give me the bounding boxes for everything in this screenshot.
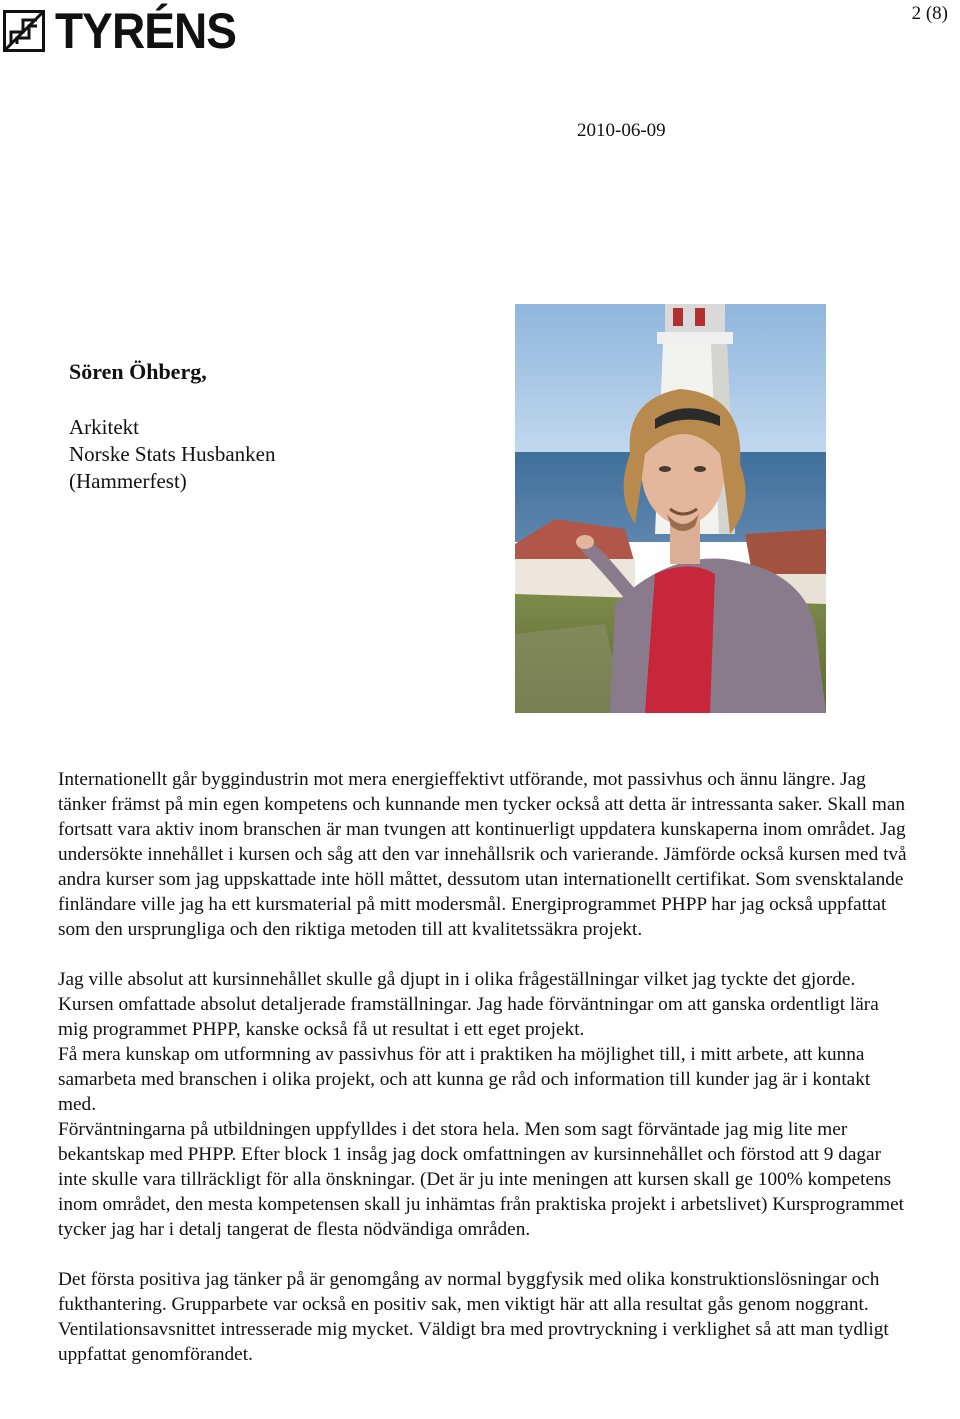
company-logo [3,3,252,59]
page-number: 2 (8) [911,3,948,24]
document-date: 2010-06-09 [577,120,666,141]
paragraph-fulfilment: Förväntningarna på utbildningen uppfylldes i det stora hela. Men som sagt förväntade jag mig lite mer bekantskap med PHPP. Efter block 1 insåg jag dock omfattningen av kursinnehållet och förstod att 9 dagar inte skulle vara tillräckligt för alla önskningar. (Det är ju inte meningen att kursen skall ge 100% kompetens inom området, den mesta kompetensen skall ju inhämtas från praktiska projekt i arbetslivet) Kursprogrammet tycker jag har i detalj tangerat de flesta nödvändiga områden. [58,1119,905,1240]
paragraph-positives: Det första positiva jag tänker på är genomgång av normal byggfysik med olika konstruktionslösningar och fukthantering. Grupparbete var också en positiv sak, men viktigt här att alla resultat gås genom noggrant. Ventilationsavsnittet intresserade mig mycket. Väldigt bra med provtryckning i verklighet så att man tydligt uppfattat genomförandet. [58,1269,889,1365]
paragraph-motivation: Internationellt går byggindustrin mot mera energieffektivt utförande, mot passivhus och ännu längre. Jag tänker främst på min egen kompetens och kunnande men tycker också att detta är intressanta saker. Skall man fortsatt vara aktiv inom branschen är man tvungen att kontinuerligt uppdatera kunskaperna inom området. Jag undersökte innehållet i kursen och såg att den var innehållsrik och varierande. Jämförde också kursen med två andra kurser som jag uppskattade inte höll måttet, dessutom utan internationellt certifikat. Som svensktalande finländare ville jag ha ett kursmaterial på mitt modersmål. Energiprogrammet PHPP har jag också uppfattat som den ursprungliga och den riktiga metoden till att kvalitetssäkra projekt. [58,769,907,940]
logo-wordmark: TYRÉNS [55,3,237,59]
paragraph-expectations: Jag ville absolut att kursinnehållet skulle gå djupt in i olika frågeställningar vilket jag tyckte det gjorde. Kursen omfattade absolut detaljerade framställningar. Jag hade förväntningar om att ganska ordentligt lära mig programmet PHPP, kanske också få ut resultat i ett eget projekt. [58,969,879,1040]
person-name: Sören Öhberg, [69,359,207,384]
person-title: Arkitekt [69,415,139,439]
paragraph-goals: Få mera kunskap om utformning av passivhus för att i praktiken ha möjlighet till, i mitt arbete, att kunna samarbeta med branschen i olika projekt, och att kunna ge råd och information till kunder jag är i kontakt med. [58,1044,871,1115]
person-organization: Norske Stats Husbanken [69,442,276,466]
person-affiliation [69,414,275,495]
body-text [58,767,908,1392]
person-location: (Hammerfest) [69,469,187,493]
tyrens-logo-icon [3,10,45,52]
portrait-photo [515,304,826,713]
